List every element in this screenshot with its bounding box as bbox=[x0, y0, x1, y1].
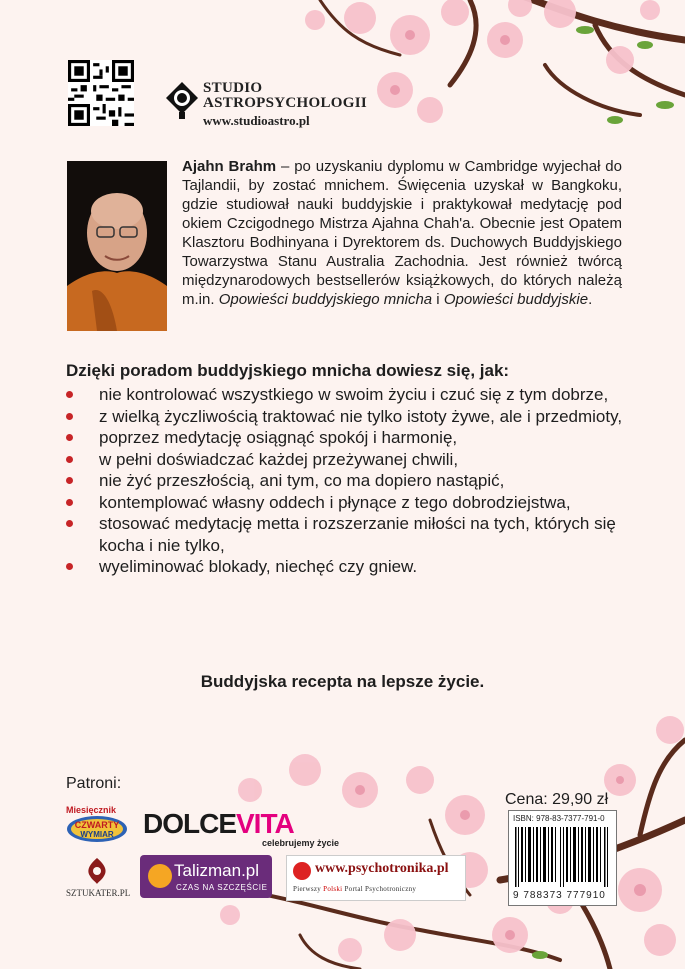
list-item-text: kontemplować własny oddech i płynące z tego dobrodziejstwa, bbox=[99, 492, 571, 512]
author-biography bbox=[182, 157, 622, 309]
vita-text: VITA bbox=[236, 808, 294, 839]
list-item-text: stosować medytację metta i rozszerzanie miłości na tych, których się kocha i nie tylko, bbox=[99, 514, 616, 555]
dolce-vita-tagline: celebrujemy życie bbox=[262, 838, 340, 848]
psychotronika-tagline bbox=[293, 885, 416, 893]
psychotronika-ball-icon bbox=[293, 862, 311, 880]
bullet-icon bbox=[66, 499, 73, 506]
bullet-icon bbox=[66, 391, 73, 398]
talizman-logo[interactable] bbox=[140, 855, 272, 898]
talizman-tagline: CZAS NA SZCZĘŚCIE bbox=[176, 883, 268, 892]
psy-tag-2: Polski bbox=[323, 885, 343, 893]
dolce-vita-logo[interactable] bbox=[143, 808, 294, 840]
miesiecznik-label: Miesięcznik bbox=[66, 805, 117, 815]
dolce-text: DOLCE bbox=[143, 808, 236, 839]
barcode-number: 9 788373 777910 bbox=[513, 890, 606, 901]
author-photo bbox=[67, 161, 167, 331]
isbn-barcode-box bbox=[508, 810, 617, 906]
barcode-icon bbox=[515, 827, 610, 887]
slogan: Buddyjska recepta na lepsze życie. bbox=[200, 672, 485, 691]
list-item-text: wyeliminować blokady, niechęć czy gniew. bbox=[99, 557, 418, 576]
bio-text: – po uzyskaniu dyplomu w Cambridge wyjechał do Tajlandii, by zostać mnichem. Święcenia uzyskał w Bangkoku, gdzie studiował nauki buddyjskie i praktykował medytację pod okiem Czcigodnego Mistrza Ajahna Chah'a. Obecnie jest Opatem Klasztoru Bodhinyana i Dyrektorem ds. Duchowych Buddyjskiego Towarzystwa Stanu Australia Zachodnia. Jest również twórcą międzynarodowych bestsellerów książkowych, do których należą m.in. bbox=[182, 158, 622, 308]
psychotronika-logo[interactable] bbox=[286, 855, 466, 901]
bullet-icon bbox=[66, 413, 73, 420]
sztukater-logo-icon bbox=[80, 856, 114, 886]
czwarty-text: CZWARTY bbox=[74, 820, 120, 830]
publisher-name-line1: STUDIO bbox=[203, 80, 263, 96]
patrons-label: Patroni: bbox=[66, 775, 122, 792]
list-item-text: z wielką życzliwością traktować nie tylko istoty żywe, ale i przedmioty, bbox=[99, 406, 623, 426]
bio-end: . bbox=[588, 291, 593, 308]
author-name: Ajahn Brahm bbox=[182, 158, 277, 175]
list-item-text: w pełni doświadczać każdej przeżywanej chwili, bbox=[99, 449, 459, 469]
list-item bbox=[66, 449, 626, 471]
list-item bbox=[66, 492, 626, 514]
sztukater-label[interactable]: SZTUKATER.PL bbox=[66, 888, 131, 898]
list-item-text: nie żyć przeszłością, ani tym, co ma dopiero nastąpić, bbox=[99, 471, 505, 490]
benefits-intro: Dzięki poradom buddyjskiego mnicha dowiesz się, jak: bbox=[66, 361, 510, 380]
czwarty-wymiar-logo[interactable] bbox=[66, 815, 128, 843]
publisher-name-line2: ASTROPSYCHOLOGII bbox=[203, 95, 367, 111]
psychotronika-name: www.psychotronika.pl bbox=[315, 861, 449, 876]
bullet-icon bbox=[66, 477, 73, 484]
psy-tag-1: Pierwszy bbox=[293, 885, 324, 893]
psy-tag-3: Portal Psychotroniczny bbox=[342, 885, 417, 893]
publisher-website[interactable]: www.studioastro.pl bbox=[203, 113, 310, 128]
bio-connector: i bbox=[432, 291, 444, 308]
price: Cena: 29,90 zł bbox=[505, 791, 609, 808]
benefits-list bbox=[66, 384, 626, 578]
book-title-1: Opowieści buddyjskiego mnicha bbox=[218, 291, 433, 308]
talizman-name: Talizman.pl bbox=[174, 861, 260, 880]
qr-code[interactable] bbox=[68, 60, 134, 126]
bullet-icon bbox=[66, 434, 73, 441]
list-item bbox=[66, 513, 626, 556]
list-item bbox=[66, 384, 626, 406]
isbn-text: ISBN: 978-83-7377-791-0 bbox=[513, 814, 605, 823]
studio-astropsychologii-logo bbox=[162, 80, 202, 120]
bullet-icon bbox=[66, 520, 73, 527]
list-item bbox=[66, 406, 626, 428]
bullet-icon bbox=[66, 456, 73, 463]
book-title-2: Opowieści buddyjskie bbox=[443, 291, 589, 308]
bullet-icon bbox=[66, 563, 73, 570]
talizman-coin-icon bbox=[148, 864, 172, 888]
list-item bbox=[66, 470, 626, 492]
list-item bbox=[66, 556, 626, 578]
wymiar-text: WYMIAR bbox=[80, 830, 114, 839]
list-item-text: nie kontrolować wszystkiego w swoim życiu i czuć się z tym dobrze, bbox=[99, 385, 609, 404]
list-item bbox=[66, 427, 626, 449]
list-item-text: poprzez medytację osiągnąć spokój i harmonię, bbox=[99, 428, 458, 447]
